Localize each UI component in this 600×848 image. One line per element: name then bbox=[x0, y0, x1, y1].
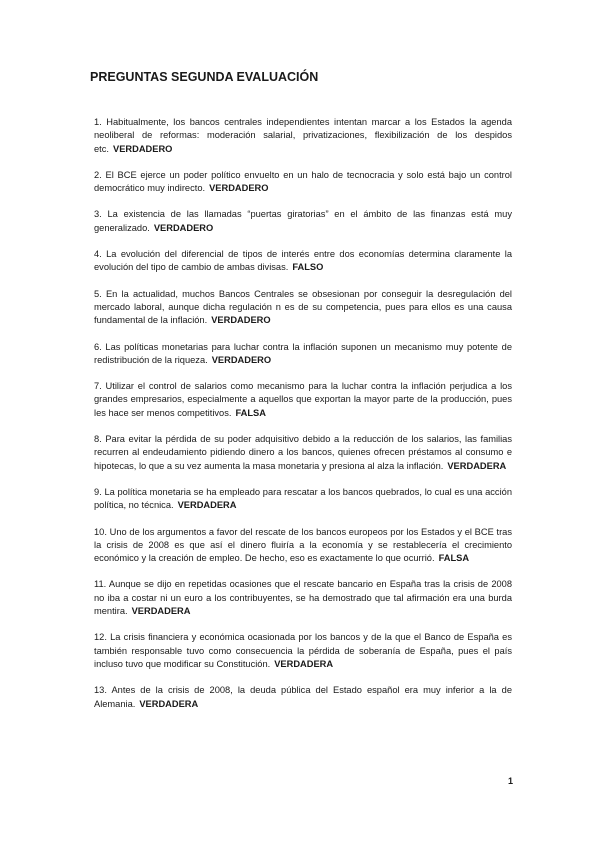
answer-label: FALSA bbox=[235, 407, 266, 418]
question-item bbox=[94, 631, 512, 671]
question-text: 6. Las políticas monetarias para luchar contra la inflación suponen un mecanismo muy potente de redistribución de la riqueza. bbox=[94, 341, 512, 365]
question-text: 5. En la actualidad, muchos Bancos Centrales se obsesionan por conseguir la desregulación del mercado laboral, aunque dicha regulación n es de su competencia, pues para ellos es una causa fundamental de la inflación. bbox=[94, 288, 512, 326]
page-title: PREGUNTAS SEGUNDA EVALUACIÓN bbox=[90, 70, 319, 84]
answer-label: VERDADERA bbox=[447, 460, 507, 471]
question-item bbox=[94, 684, 512, 711]
question-list bbox=[94, 116, 512, 724]
page-number: 1 bbox=[508, 776, 514, 786]
question-text: 2. El BCE ejerce un poder político envuelto en un halo de tecnocracia y solo está bajo un control democrático muy indirecto. bbox=[94, 169, 512, 194]
question-text: 7. Utilizar el control de salarios como mecanismo para la luchar contra la inflación perjudica a los grandes empresarios, especialmente a aquellos que exportan la mayor parte de la producción, pues les hace ser menos competitivos. bbox=[94, 381, 512, 418]
question-item bbox=[94, 248, 512, 275]
answer-label: FALSO bbox=[292, 262, 324, 273]
question-text: 3. La existencia de las llamadas “puertas giratorias” en el ámbito de las finanzas está muy generalizado. bbox=[94, 209, 512, 233]
question-item bbox=[94, 341, 512, 368]
question-text: 10. Uno de los argumentos a favor del rescate de los bancos europeos por los Estados y el BCE tras la crisis de 2008 es que así el dinero fluiría a la economía y se restablecería el crecimiento económico y la creación de empleo. De hecho, eso es exactamente lo que ocurrió. bbox=[94, 526, 512, 564]
question-text: 9. La política monetaria se ha empleado para rescatar a los bancos quebrados, lo cual es una acción política, no técnica. bbox=[94, 486, 512, 511]
answer-label: VERDADERO bbox=[211, 315, 271, 326]
answer-label: VERDADERA bbox=[177, 500, 237, 511]
question-item bbox=[94, 288, 512, 328]
answer-label: VERDADERO bbox=[153, 222, 214, 233]
answer-label: FALSA bbox=[438, 553, 470, 564]
question-item bbox=[94, 578, 512, 618]
question-item bbox=[94, 380, 512, 420]
answer-label: VERDADERA bbox=[139, 698, 199, 709]
question-item bbox=[94, 486, 512, 513]
question-text: 12. La crisis financiera y económica ocasionada por los bancos y de la que el Banco de España es también responsable tuvo como consecuencia la pérdida de soberanía de España, pues el país incluso tuvo que modificar su Constitución. bbox=[94, 632, 512, 669]
question-text: 13. Antes de la crisis de 2008, la deuda pública del Estado español era muy inferior a la de Alemania. bbox=[94, 685, 512, 709]
question-text: 1. Habitualmente, los bancos centrales independientes intentan marcar a los Estados la agenda neoliberal de reformas: moderación salarial, privatizaciones, flexibilización de los despidos etc. bbox=[94, 117, 512, 154]
answer-label: VERDADERA bbox=[274, 658, 334, 669]
answer-label: VERDADERA bbox=[131, 606, 191, 617]
question-item bbox=[94, 169, 512, 196]
question-text: 4. La evolución del diferencial de tipos de interés entre dos economías determina claramente la evolución del tipo de cambio de ambas divisas. bbox=[94, 249, 512, 273]
question-item bbox=[94, 526, 512, 566]
question-item bbox=[94, 433, 512, 473]
answer-label: VERDADERO bbox=[209, 183, 269, 194]
question-item bbox=[94, 116, 512, 156]
question-text: 11. Aunque se dijo en repetidas ocasiones que el rescate bancario en España tras la crisis de 2008 no iba a costar ni un euro a los contribuyentes, se ha demostrado que tal afirmación era una burda mentira. bbox=[94, 579, 512, 617]
answer-label: VERDADERO bbox=[211, 354, 272, 365]
answer-label: VERDADERO bbox=[113, 143, 173, 154]
question-text: 8. Para evitar la pérdida de su poder adquisitivo debido a la reducción de los salarios, las familias recurren al endeudamiento pidiendo dinero a los bancos, quienes ofrecen préstamos al consumo e hipotecas, lo que a su vez aumenta la masa monetaria y presiona al alza la inflación. bbox=[94, 434, 512, 471]
question-item bbox=[94, 208, 512, 235]
